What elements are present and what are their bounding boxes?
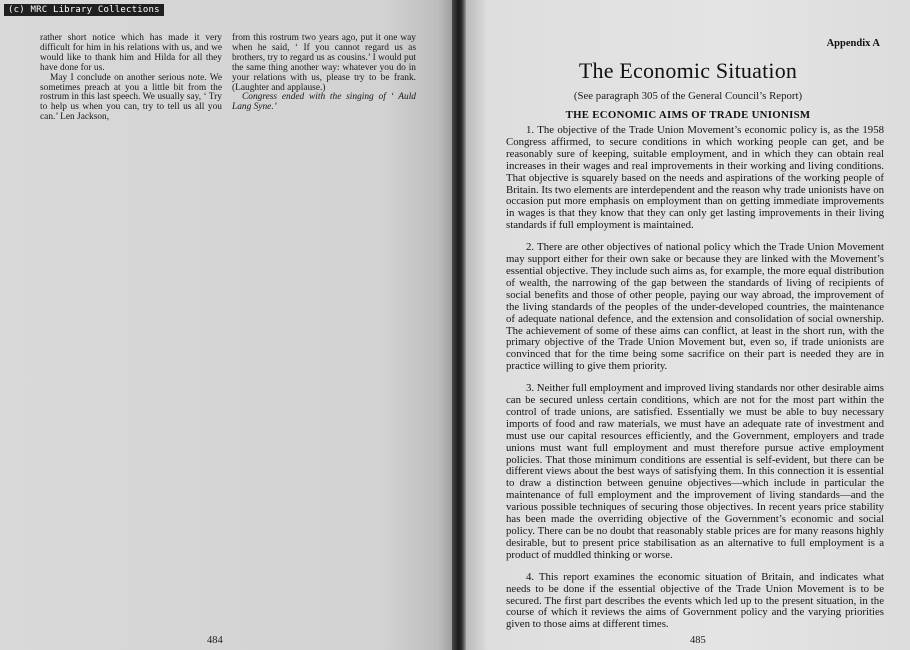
- body-paragraph: 1. The objective of the Trade Union Movement’s economic policy is, as the 1958 Congress affirmed, to secure conditions in which working people can get, and be reasonably sure of keeping, suitable employment, and in which they can obtain real increases in their wages and real improvements in their working and living conditions. That objective is squarely based on the needs and aspirations of the working people of Britain. Its two elements are interdependent and the reason why trade unionists have on occasion put more emphasis on employment than on getting immediate improvements in wages is that they know that they can only get lasting improvements in their living standards if full employment is maintained.: [506, 124, 884, 232]
- section-heading: THE ECONOMIC AIMS OF TRADE UNIONISM: [565, 109, 811, 121]
- left-col1-paragraph: May I conclude on another serious note. We sometimes preach at you a little bit from the rostrum in this last speech. We usually say, ‘ Try to help us when you can, try to tell us all you can.’ Len Jackson,: [40, 72, 222, 123]
- closing-note: Congress ended with the singing of ‘ Auld Lang Syne.’: [232, 92, 416, 113]
- body-paragraph: 4. This report examines the economic situation of Britain, and indicates what needs to be done if the essential objective of the Trade Union Movement is to be secured. The first part describes the events which led up to the present situation, in the course of which it reviews the aims of Government policy and the varying priorities given to those aims at different times.: [506, 570, 884, 631]
- left-page: [0, 0, 452, 650]
- body-paragraph: 2. There are other objectives of national policy which the Trade Union Movement may support either for their own sake or because they are linked with the Movement’s essential objective. They include such aims as, for example, the more equal distribution of wealth, the narrowing of the gap between the standards of living of recipients of social benefits and those of other people, paying our way abroad, the improvement of the living standards of the peoples of the under-developed countries, the maintenance of adequate national defence, and the extension and consolidation of social ownership. The achievement of some of these aims can conflict, at least in the short run, with the primary objective of the Trade Union Movement but, even so, if trade unionists are convinced that for the time being some sacrifice on their part is needed they are in practice willing to give them priority.: [506, 241, 884, 373]
- page-number-right: 485: [690, 635, 706, 646]
- page-subtitle: (See paragraph 305 of the General Council’s Report): [573, 90, 803, 102]
- body-text: [506, 125, 884, 641]
- page-number-left: 484: [207, 635, 223, 646]
- left-column-1: [40, 34, 222, 123]
- page-title: The Economic Situation: [578, 58, 798, 83]
- watermark: (c) MRC Library Collections: [4, 4, 164, 16]
- left-col2-paragraph: from this rostrum two years ago, put it one way when he said, ‘ If you cannot regard us as brothers, try to regard us as cousins.’ I would put the same thing another way: whatever you do in your relations with us, please try to be frank. (Laughter and applause.): [232, 33, 416, 93]
- book-gutter: [452, 0, 466, 650]
- body-paragraph: 3. Neither full employment and improved living standards nor other desirable aims can be secured unless certain conditions, which are not for the most part within the control of trade unions, are satisfied. Essentially we must be able to buy necessary imports of food and raw materials, we must have an adequate rate of investment and must use our capital resources efficiently, and the Government, employers and trade unions must want full employment and must therefore pursue active employment policies. That those minimum conditions are essential is self-evident, but there can be different views about the best ways of satisfying them. In this connection it is essential to draw a distinction between genuine objectives—which include in particular the maintenance of full employment and the improvement of living standards—and the various possible techniques of securing those objectives. In recent years price stability has been made the overriding objective of the Government’s economic and social policy. There can be no doubt that reasonably stable prices are for many reasons highly desirable, but to present price stabilisation as an alternative to full employment is a product of muddled thinking or worse.: [506, 382, 885, 561]
- right-page: [466, 0, 910, 650]
- left-column-2: [232, 34, 416, 113]
- appendix-label: Appendix A: [826, 38, 880, 49]
- left-col1-paragraph: rather short notice which has made it very difficult for him in his relations with us, and we would like to thank him and Hilda for all they have done for us.: [40, 33, 222, 73]
